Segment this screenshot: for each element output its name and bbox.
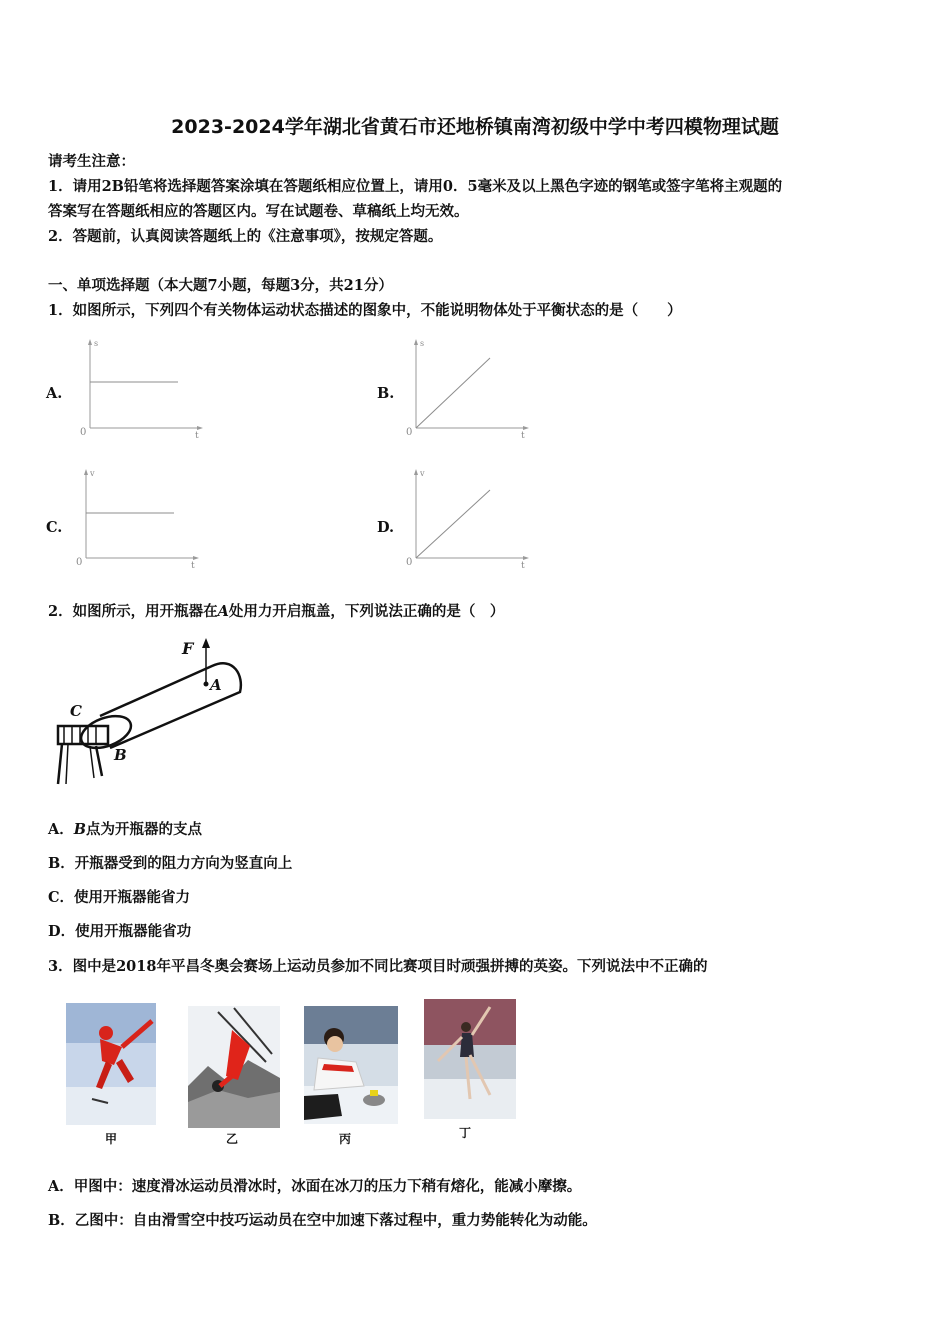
q1-option-c-label: C. xyxy=(46,519,63,536)
photo-figure-skater xyxy=(424,999,516,1119)
x-axis-label: t xyxy=(521,561,525,570)
x-arrow xyxy=(523,556,529,560)
bottle-neck-left-inner xyxy=(66,744,68,784)
q1-graph-c xyxy=(68,466,208,570)
q1-option-a-label: A. xyxy=(46,385,63,402)
caption-yi: 乙 xyxy=(225,1132,238,1146)
skater-head xyxy=(99,1026,113,1040)
x-axis-label: t xyxy=(195,431,199,440)
bottle-neck-right-inner xyxy=(90,746,94,778)
q2-option-d: D．使用开瓶器能省功 xyxy=(48,923,192,940)
x-arrow xyxy=(193,556,199,560)
x-arrow xyxy=(197,426,203,430)
skater-head xyxy=(461,1022,471,1032)
q2-stem-part1: 2．如图所示，用开瓶器在 xyxy=(48,603,218,620)
q1-graph-b xyxy=(398,336,538,440)
q2-option-c: C．使用开瓶器能省力 xyxy=(48,889,191,906)
player-legs xyxy=(304,1094,342,1120)
section-heading: 一、单项选择题（本大题7小题，每题3分，共21分） xyxy=(48,277,393,294)
q1-option-d-label: D. xyxy=(377,519,395,536)
y-arrow xyxy=(84,469,88,475)
y-axis-label: s xyxy=(420,339,425,348)
origin-label: 0 xyxy=(76,557,83,568)
q2-stem-part2: 处用力开启瓶盖，下列说法正确的是（ ） xyxy=(228,603,505,620)
bottle-neck-right xyxy=(96,746,102,776)
origin-label: 0 xyxy=(80,427,87,438)
label-b: B xyxy=(114,746,127,764)
photo-stands xyxy=(304,1006,398,1044)
skater-dress xyxy=(460,1033,474,1057)
q1-graph-a xyxy=(72,336,212,440)
origin-label: 0 xyxy=(406,427,413,438)
q2-option-a-prefix: A． xyxy=(48,821,74,838)
player-jacket xyxy=(314,1058,364,1090)
q1-graph-d xyxy=(398,466,538,570)
q2-option-a-var: B xyxy=(73,821,87,838)
q2-option-a-text: 点为开瓶器的支点 xyxy=(86,821,203,838)
label-a: A xyxy=(210,676,222,694)
q3-option-b: B．乙图中：自由滑雪空中技巧运动员在空中加速下落过程中，重力势能转化为动能。 xyxy=(48,1212,597,1229)
q1-option-b-label: B. xyxy=(377,385,395,402)
graph-line xyxy=(416,490,490,558)
q3-option-a: A．甲图中：速度滑冰运动员滑冰时，冰面在冰刀的压力下稍有熔化，能减小摩擦。 xyxy=(48,1178,582,1195)
notice-line-2: 2．答题前，认真阅读答题纸上的《注意事项》，按规定答题。 xyxy=(48,228,443,245)
y-arrow xyxy=(88,339,92,345)
label-f: F xyxy=(182,639,194,658)
player-face xyxy=(327,1036,343,1052)
bottle-neck-left xyxy=(58,744,62,784)
y-axis-label: v xyxy=(90,469,95,478)
graph-line xyxy=(416,358,490,428)
force-arrowhead xyxy=(202,638,210,648)
x-arrow xyxy=(523,426,529,430)
label-c: C xyxy=(70,702,82,720)
question-1-stem: 1．如图所示，下列四个有关物体运动状态描述的图象中，不能说明物体处于平衡状态的是（ ） xyxy=(48,302,682,319)
q2-option-b: B．开瓶器受到的阻力方向为竖直向上 xyxy=(48,855,293,872)
question-2-stem xyxy=(48,602,504,622)
question-3-stem: 3．图中是2018年平昌冬奥会赛场上运动员参加不同比赛项目时顽强拼搏的英姿。下列说法中不正确的 xyxy=(48,958,708,975)
caption-ding: 丁 xyxy=(458,1126,471,1140)
y-axis-label: v xyxy=(420,469,425,478)
q2-option-a xyxy=(48,820,202,840)
point-a-dot xyxy=(204,682,209,687)
y-arrow xyxy=(414,339,418,345)
notice-line-1b: 答案写在答题纸相应的答题区内。写在试题卷、草稿纸上均无效。 xyxy=(48,203,469,220)
caption-jia: 甲 xyxy=(104,1132,117,1146)
photo-speed-skater xyxy=(66,1003,156,1125)
bottle-opener-figure xyxy=(44,634,254,790)
x-axis-label: t xyxy=(191,561,195,570)
origin-label: 0 xyxy=(406,557,413,568)
photo-ice xyxy=(66,1087,156,1125)
notice-heading: 请考生注意： xyxy=(48,153,135,170)
q2-stem-var: A xyxy=(217,603,229,620)
photo-curling xyxy=(304,1006,398,1124)
caption-bing: 丙 xyxy=(338,1132,351,1146)
page-title: 2023-2024学年湖北省黄石市还地桥镇南湾初级中学中考四模物理试题 xyxy=(171,116,779,138)
y-axis-label: s xyxy=(94,339,99,348)
stone-handle xyxy=(370,1090,378,1096)
photo-aerial-skier xyxy=(188,1006,280,1128)
notice-line-1a: 1．请用2B铅笔将选择题答案涂填在答题纸相应位置上，请用0．5毫米及以上黑色字迹的钢笔或签字笔将主观题的 xyxy=(48,178,783,195)
y-arrow xyxy=(414,469,418,475)
x-axis-label: t xyxy=(521,431,525,440)
